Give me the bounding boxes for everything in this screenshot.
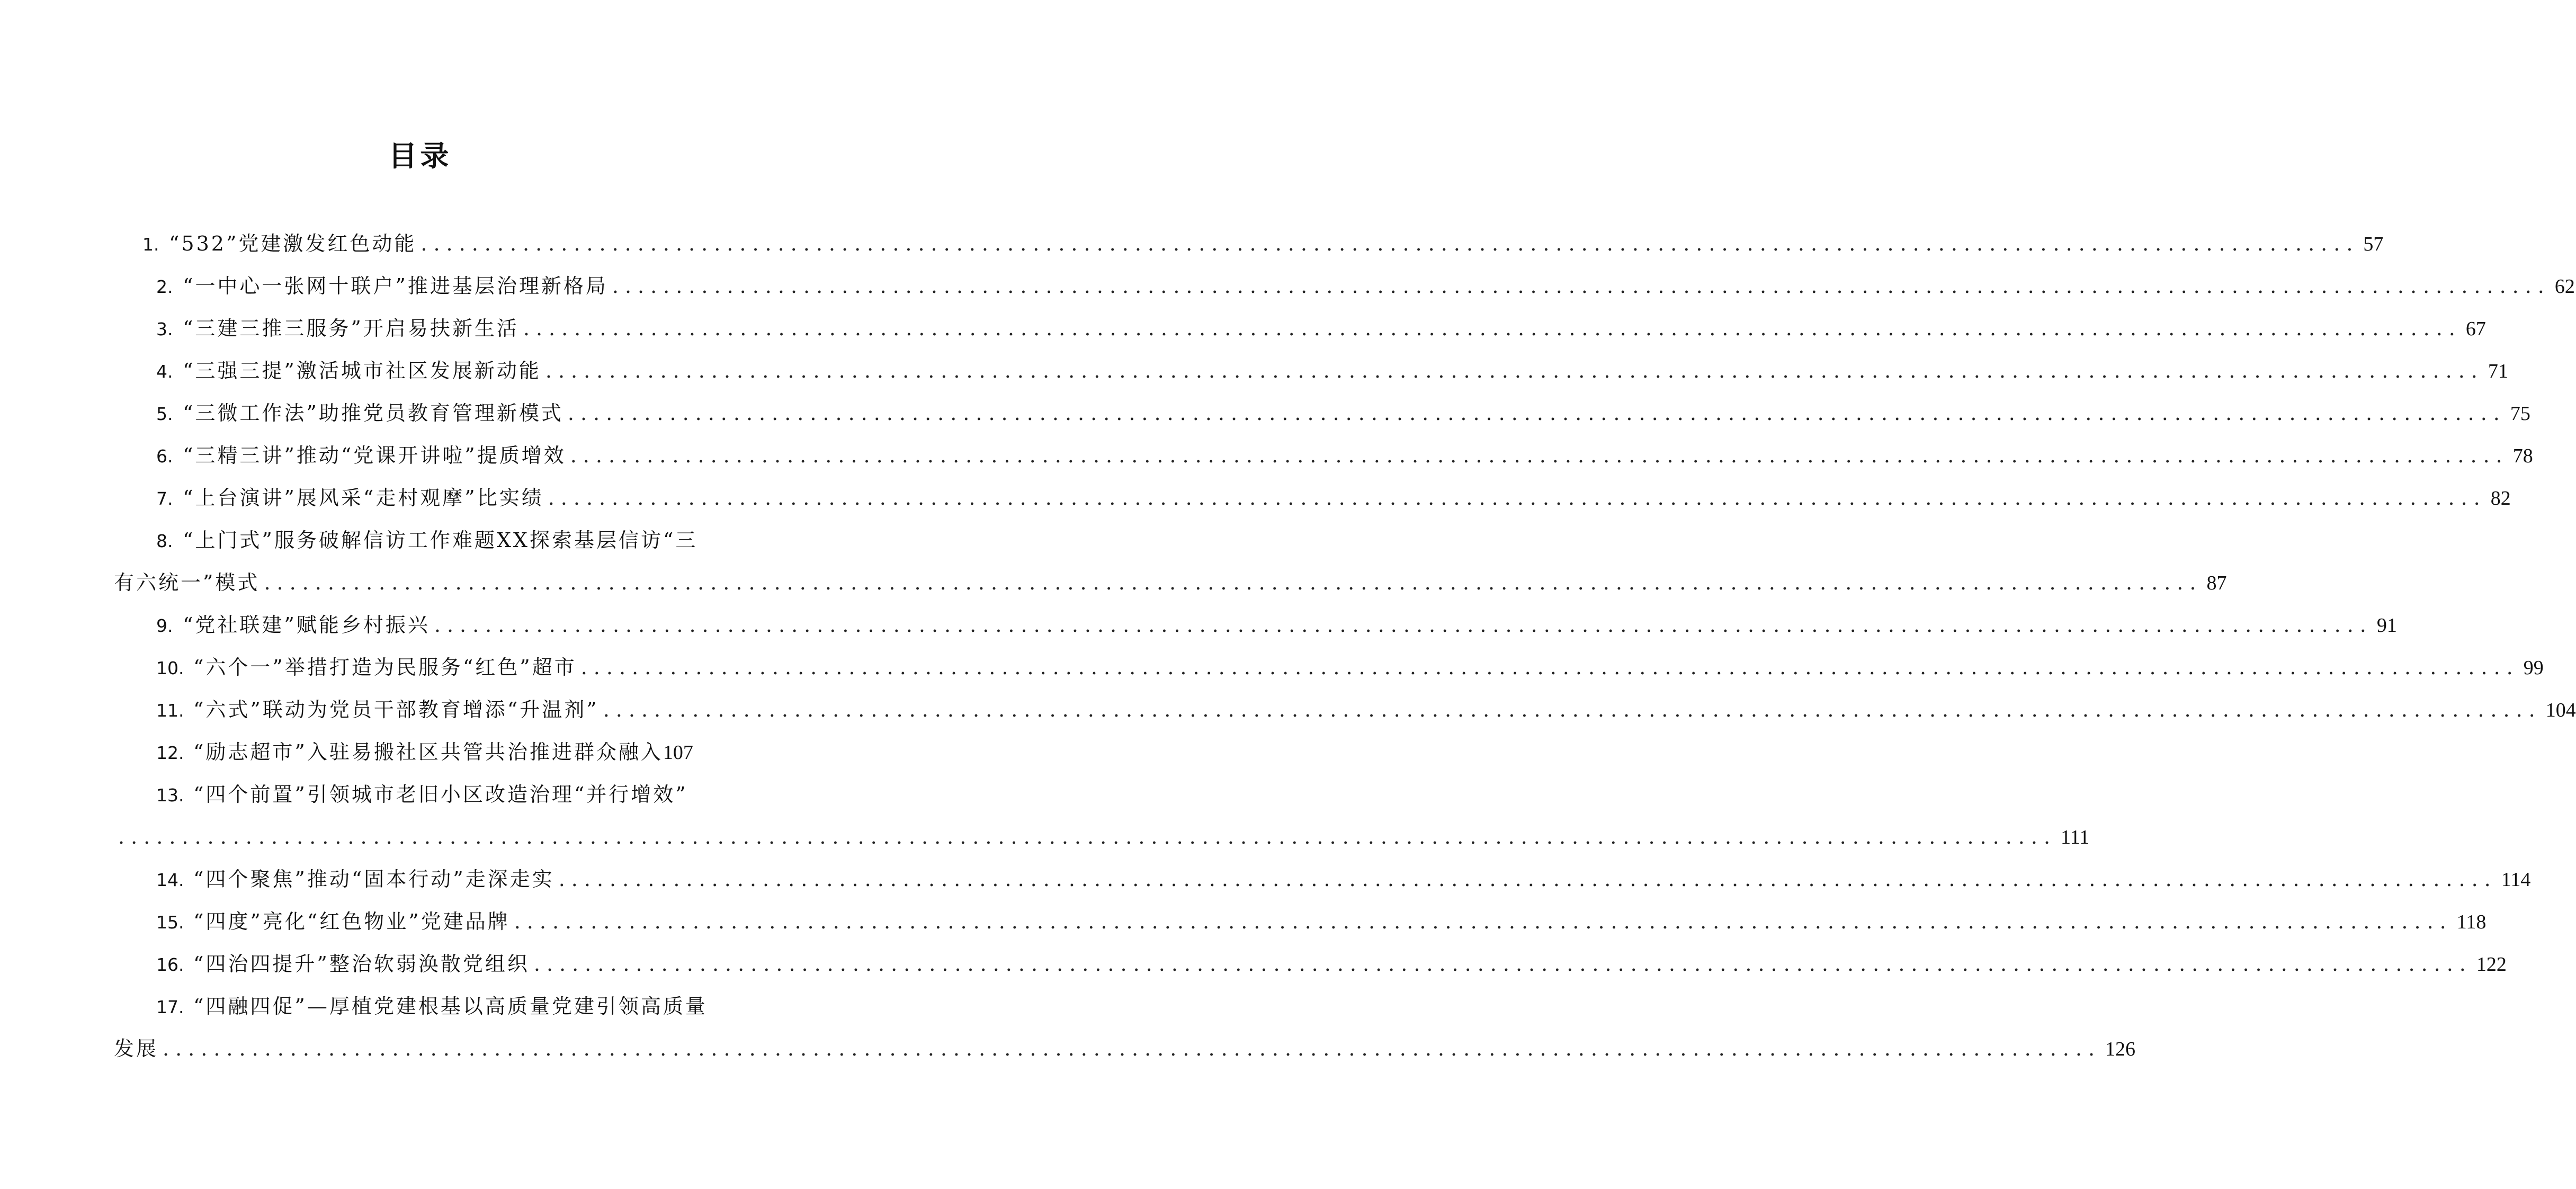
entry-number: 3. xyxy=(156,319,173,339)
toc-entry-11[interactable] xyxy=(114,689,2576,731)
entry-number: 1. xyxy=(142,234,159,255)
entry-title: “三强三提”激活城市社区发展新动能 xyxy=(183,359,541,382)
entry-page: 104 xyxy=(2545,699,2576,721)
entry-page: 122 xyxy=(2476,953,2507,976)
entry-page: 57 xyxy=(2363,233,2384,255)
toc-entry-17[interactable] xyxy=(114,985,736,1027)
toc-entry-9[interactable] xyxy=(114,604,2397,646)
entry-page: 82 xyxy=(2490,487,2511,509)
dot-leader xyxy=(545,350,2484,392)
toc-entry-13[interactable] xyxy=(114,773,736,816)
entry-title-continued: 有六统一”模式 xyxy=(114,571,260,594)
entry-page: 107 xyxy=(663,741,693,764)
entry-number: 2. xyxy=(156,276,173,297)
entry-page: 67 xyxy=(2465,318,2486,340)
entry-number: 15. xyxy=(156,912,184,933)
entry-title: “四个聚焦”推动“固本行动”走深走实 xyxy=(193,868,554,891)
toc-entry-8-continuation[interactable] xyxy=(114,561,2227,604)
dot-leader xyxy=(163,1027,2101,1070)
entry-page: 71 xyxy=(2488,360,2508,382)
toc-entry-14[interactable] xyxy=(114,858,2531,900)
entry-number: 5. xyxy=(156,404,173,424)
entry-number: 4. xyxy=(156,361,173,382)
entry-page: 62 xyxy=(2554,275,2575,298)
toc-entry-5[interactable] xyxy=(114,392,2530,434)
table-of-contents xyxy=(114,222,2576,1070)
dot-leader xyxy=(434,604,2373,646)
entry-page: 118 xyxy=(2456,911,2486,933)
toc-entry-2[interactable] xyxy=(114,265,2575,307)
entry-number: 16. xyxy=(156,954,184,975)
entry-number: 13. xyxy=(156,785,184,806)
toc-entry-16[interactable] xyxy=(114,943,2507,985)
entry-title: “上门式”服务破解信访工作难题XX探索基层信访“三 xyxy=(183,529,698,552)
entry-page: 126 xyxy=(2105,1038,2136,1060)
entry-title: “三精三讲”推动“党课开讲啦”提质增效 xyxy=(183,444,566,467)
dot-leader xyxy=(612,265,2551,307)
toc-entry-10[interactable] xyxy=(114,646,2544,689)
entry-number: 14. xyxy=(156,870,184,890)
entry-title: “三建三推三服务”开启易扶新生活 xyxy=(183,317,519,340)
toc-entry-13-continuation[interactable] xyxy=(114,816,2090,858)
entry-title: “六个一”举措打造为民服务“红色”超市 xyxy=(193,656,577,679)
entry-page: 111 xyxy=(2061,826,2090,848)
entry-title: “四融四促”—厚植党建根基以高质量党建引领高质量 xyxy=(193,995,708,1018)
entry-page: 99 xyxy=(2523,657,2544,679)
toc-entry-1[interactable] xyxy=(114,222,2384,265)
dot-leader xyxy=(559,858,2497,900)
dot-leader xyxy=(264,561,2202,604)
toc-entry-4[interactable] xyxy=(114,350,2508,392)
toc-entry-8[interactable] xyxy=(114,519,736,561)
dot-leader xyxy=(548,477,2486,519)
entry-title: “四度”亮化“红色物业”党建品牌 xyxy=(193,910,510,933)
dot-leader xyxy=(514,900,2453,943)
toc-entry-7[interactable] xyxy=(114,477,2511,519)
page-title: 目录 xyxy=(388,139,452,173)
entry-number: 17. xyxy=(156,997,184,1017)
entry-number: 7. xyxy=(156,488,173,509)
entry-number: 8. xyxy=(156,531,173,551)
entry-title: “励志超市”入驻易搬社区共管共治推进群众融入 xyxy=(193,740,663,764)
entry-title: “上台演讲”展风采“走村观摩”比实绩 xyxy=(183,486,544,509)
entry-title-continued: 发展 xyxy=(114,1037,159,1060)
toc-entry-15[interactable] xyxy=(114,900,2486,943)
entry-number: 11. xyxy=(156,700,184,721)
entry-title: “六式”联动为党员干部教育增添“升温剂” xyxy=(193,698,599,721)
entry-title: “三微工作法”助推党员教育管理新模式 xyxy=(183,401,564,425)
entry-number: 6. xyxy=(156,446,173,467)
entry-page: 114 xyxy=(2501,869,2531,891)
toc-entry-17-continuation[interactable] xyxy=(114,1027,2136,1070)
entry-page: 78 xyxy=(2512,445,2533,467)
entry-title: “532”党建激发红色动能 xyxy=(169,232,417,255)
dot-leader xyxy=(118,816,2056,858)
toc-entry-12[interactable] xyxy=(114,731,736,773)
dot-leader xyxy=(421,222,2359,265)
dot-leader xyxy=(568,392,2506,434)
entry-title: “一中心一张网十联户”推进基层治理新格局 xyxy=(183,274,608,298)
toc-entry-6[interactable] xyxy=(114,434,2533,477)
entry-number: 10. xyxy=(156,658,184,678)
entry-page: 91 xyxy=(2376,614,2397,637)
dot-leader xyxy=(603,689,2542,731)
entry-page: 87 xyxy=(2206,572,2227,594)
dot-leader xyxy=(523,307,2462,350)
dot-leader xyxy=(534,943,2472,985)
entry-number: 12. xyxy=(156,743,184,763)
toc-entry-3[interactable] xyxy=(114,307,2486,350)
entry-title: “四个前置”引领城市老旧小区改造治理“并行增效” xyxy=(193,783,688,806)
entry-number: 9. xyxy=(156,615,173,636)
dot-leader xyxy=(570,434,2509,477)
entry-title: “党社联建”赋能乡村振兴 xyxy=(183,613,430,637)
entry-title: “四治四提升”整治软弱涣散党组织 xyxy=(193,952,530,976)
entry-page: 75 xyxy=(2510,403,2530,425)
dot-leader xyxy=(581,646,2519,689)
